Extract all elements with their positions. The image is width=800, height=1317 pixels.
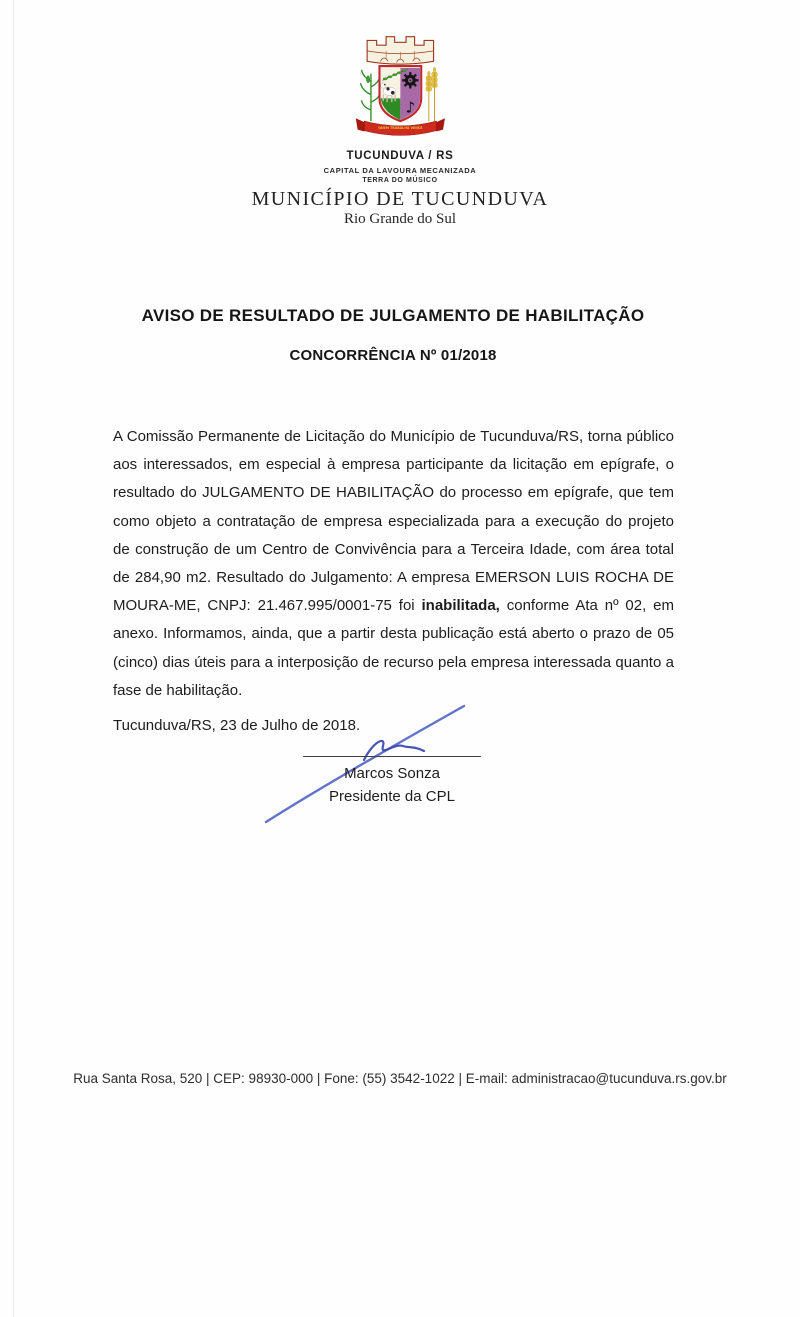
ribbon-motto-text: QUEM TRABALHA VENCE: [377, 125, 423, 130]
crest-city-label: TUCUNDUVA / RS: [346, 150, 454, 162]
signature-rule: [303, 756, 481, 757]
notice-subtitle: CONCORRÊNCIA Nº 01/2018: [289, 347, 497, 364]
date-line: Tucunduva/RS, 23 de Julho de 2018.: [113, 717, 361, 735]
music-note-icon: ♪: [405, 98, 415, 117]
paragraph-text-before-bold: A Comissão Permanente de Licitação do Município de Tucunduva/RS, torna público aos interessados, em especial à empresa participante da licitação em epígrafe, o resultado do JULGAMENTO DE HABILITAÇÃO do processo em epígrafe, que tem como objeto a contratação de empresa especializada para a execução do projeto de construção de um Centro de Convivência para a Terceira Idade, com área total de 284,90 m2. Resultado do Julgamento: A empresa EMERSON LUIS ROCHA DE MOURA-ME, CNPJ: 21.467.995/0001-75 foi: [113, 428, 674, 615]
gear-icon: [402, 72, 418, 88]
notice-body: [113, 423, 674, 734]
paragraph-bold-word: inabilitada,: [421, 597, 500, 615]
crest-tagline-2: TERRA DO MÚSICO: [362, 177, 438, 184]
document-header: [0, 30, 800, 227]
paragraph-text-after-bold: conforme Ata nº 02, em anexo. Informamos, ainda, que a partir desta publicação está aberto o prazo de 05 (cinco) dias úteis para a interposição de recurso pela empresa interessada quanto a fase de habilitação.: [113, 597, 674, 699]
crest-tagline-1: CAPITAL DA LAVOURA MECANIZADA: [323, 165, 477, 175]
notice-paragraph: [113, 423, 674, 705]
footer-address: Rua Santa Rosa, 520 | CEP: 98930-000 | Fone: (55) 3542-1022 | E-mail: administracao@tucunduva.rs.gov.br: [73, 1071, 727, 1086]
municipality-name: MUNICÍPIO DE TUCUNDUVA: [251, 188, 549, 210]
state-name: Rio Grande do Sul: [343, 211, 457, 227]
signer-name: Marcos Sonza: [344, 765, 440, 782]
municipal-coat-of-arms: [351, 30, 450, 142]
signature-block: [283, 762, 501, 808]
signer-role: Presidente da CPL: [329, 788, 455, 805]
corn-stalk-icon: [360, 70, 381, 121]
wheat-icon: [426, 67, 437, 121]
mural-crown-icon: [367, 37, 433, 65]
notice-title: AVISO DE RESULTADO DE JULGAMENTO DE HABILITAÇÃO: [141, 306, 645, 325]
